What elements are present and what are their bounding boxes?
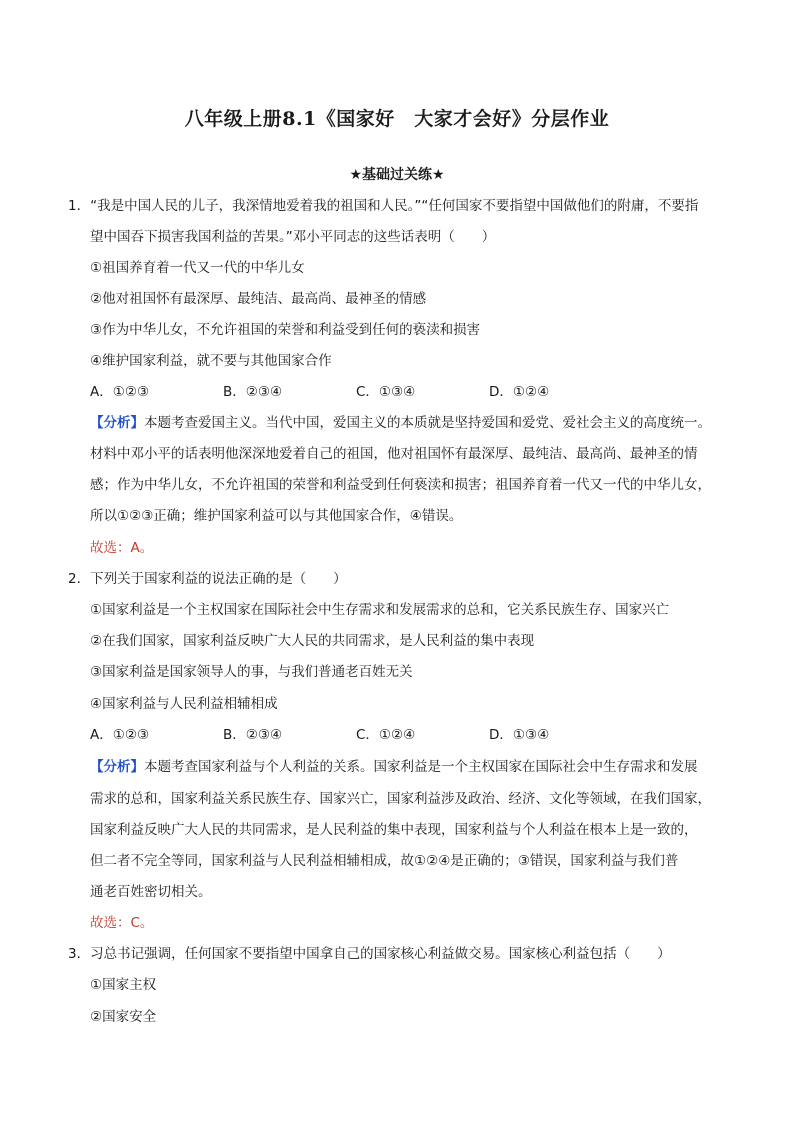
option-d: D．①③④	[489, 727, 550, 743]
question-2-analysis-line-2: 需求的总和，国家利益关系民族生存、国家兴亡，国家利益涉及政治、经济、文化等领域，在我们国家，	[90, 791, 711, 807]
question-1-analysis-line-3: 感；作为中华儿女，不允许祖国的荣誉和利益受到任何亵渎和损害；祖国养育着一代又一代的中华儿女，	[90, 477, 711, 493]
question-1-item-3: ③作为中华儿女，不允许祖国的荣誉和利益受到任何的亵渎和损害	[90, 322, 481, 338]
question-number: 3．	[68, 946, 91, 962]
question-2-analysis-line-4: 但二者不完全等同，国家利益与人民利益相辅相成，故①②④是正确的；③错误，国家利益与我们普	[90, 853, 679, 869]
document-title: 八年级上册8.1《国家好 大家才会好》分层作业	[184, 108, 610, 130]
question-1-answer: 故选：A。	[90, 540, 154, 556]
option-c: C．①②④	[356, 727, 416, 743]
question-1-analysis-line-1: 【分析】本题考查爱国主义。当代中国，爱国主义的本质就是坚持爱国和爱党、爱社会主义的高度统一。	[90, 415, 711, 431]
option-a: A．①②③	[90, 384, 150, 400]
option-c: C．①③④	[356, 384, 416, 400]
question-2-analysis-line-3: 国家利益反映广大人民的共同需求，是人民利益的集中表现，国家利益与个人利益在根本上是一致的，	[90, 822, 698, 838]
question-2-item-1: ①国家利益是一个主权国家在国际社会中生存需求和发展需求的总和，它关系民族生存、国家兴亡	[90, 602, 670, 618]
question-2-item-2: ②在我们国家，国家利益反映广大人民的共同需求，是人民利益的集中表现	[90, 633, 535, 649]
option-b: B．②③④	[223, 727, 283, 743]
question-2-analysis-line-1: 【分析】本题考查国家利益与个人利益的关系。国家利益是一个主权国家在国际社会中生存需求和发展	[90, 759, 698, 775]
question-3-item-1: ①国家主权	[90, 977, 157, 993]
question-1-analysis-line-4: 所以①②③正确；维护国家利益可以与其他国家合作，④错误。	[90, 508, 463, 524]
question-1-options	[90, 382, 622, 402]
question-2-analysis-line-5: 通老百姓密切相关。	[90, 884, 212, 900]
question-1-stem-line-2: 望中国吞下损害我国利益的苦果。”邓小平同志的这些话表明（ ）	[90, 229, 496, 245]
question-number: 2．	[68, 571, 91, 587]
option-b: B．②③④	[223, 384, 283, 400]
question-3-stem: 3．习总书记强调，任何国家不要指望中国拿自己的国家核心利益做交易。国家核心利益包括（ ）	[68, 946, 671, 962]
question-1-analysis-line-2: 材料中邓小平的话表明他深深地爱着自己的祖国，他对祖国怀有最深厚、最纯洁、最高尚、最神圣的情	[90, 446, 698, 462]
analysis-tag: 【分析】	[90, 415, 144, 431]
question-2-item-4: ④国家利益与人民利益相辅相成	[90, 696, 278, 712]
question-3-item-2: ②国家安全	[90, 1009, 157, 1025]
question-2-stem: 2．下列关于国家利益的说法正确的是（ ）	[68, 571, 347, 587]
question-1-stem-line-1: 1．“我是中国人民的儿子，我深情地爱着我的祖国和人民。”“任何国家不要指望中国做他们的附庸，不要指	[68, 198, 699, 214]
analysis-tag: 【分析】	[90, 759, 144, 775]
question-number: 1．	[68, 198, 91, 214]
question-1-item-2: ②他对祖国怀有最深厚、最纯洁、最高尚、最神圣的情感	[90, 291, 427, 307]
question-2-options	[90, 725, 622, 745]
question-1-item-1: ①祖国养育着一代又一代的中华儿女	[90, 260, 305, 276]
option-a: A．①②③	[90, 727, 150, 743]
option-d: D．①②④	[489, 384, 550, 400]
section-heading: ★基础过关练★	[349, 167, 445, 183]
question-1-item-4: ④维护国家利益，就不要与其他国家合作	[90, 353, 332, 369]
question-2-answer: 故选：C。	[90, 915, 154, 931]
question-2-item-3: ③国家利益是国家领导人的事，与我们普通老百姓无关	[90, 664, 413, 680]
